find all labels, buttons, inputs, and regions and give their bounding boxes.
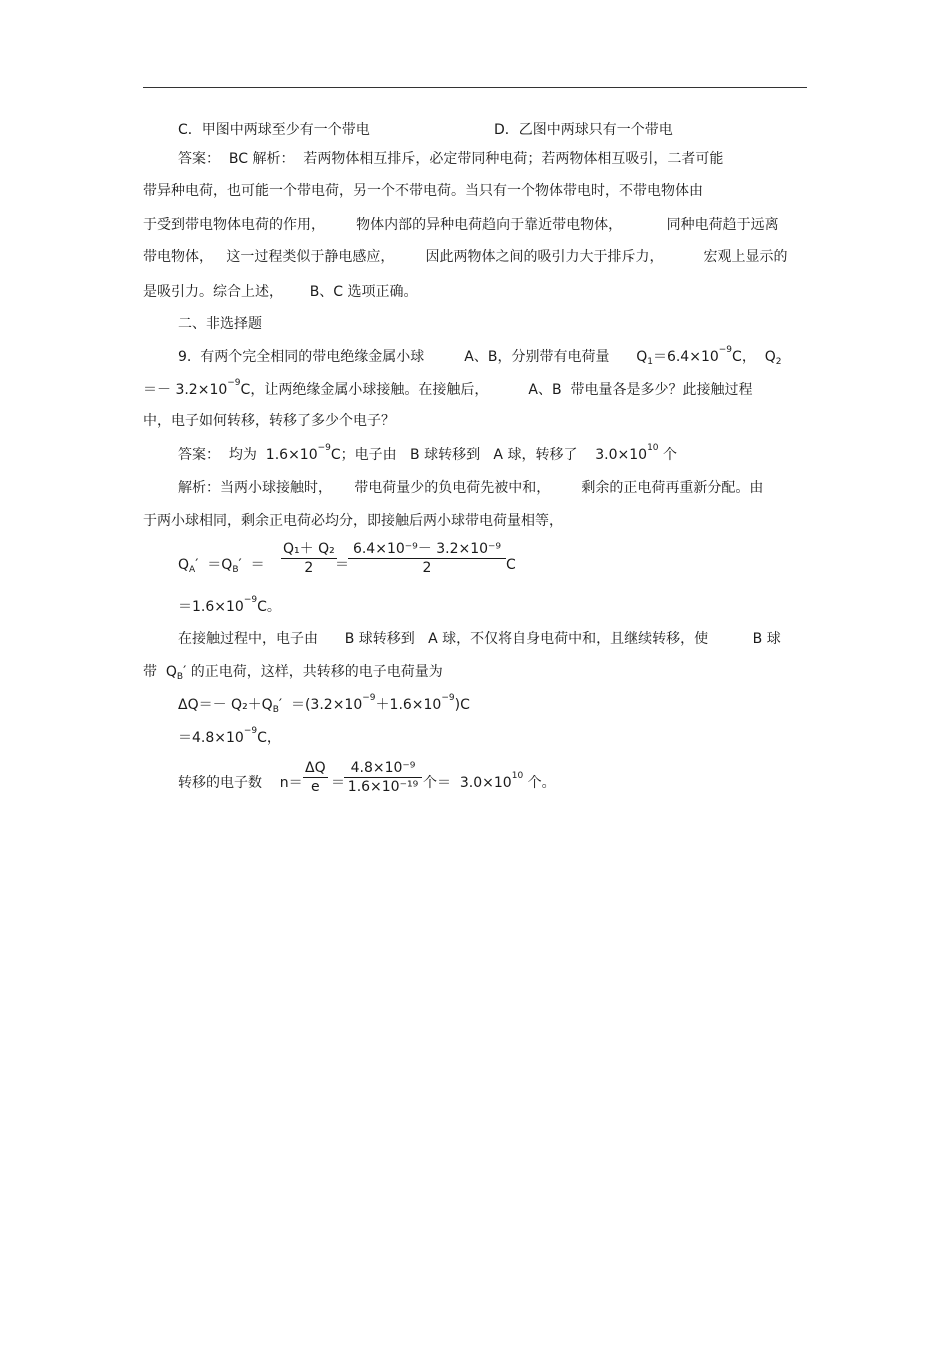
question9-line3: 中，电子如何转移，转移了多少个电子？: [143, 413, 395, 429]
equation5-fraction1: ΔQ e: [305, 760, 326, 795]
option-c: C．甲图中两球至少有一个带电: [178, 122, 370, 138]
equation1-fraction2: 6.4×10⁻⁹－ 3.2×10⁻⁹ 2: [348, 541, 506, 576]
answer8-line1: 答案： BC 解析： 若两物体相互排斥，必定带同种电荷；若两物体相互吸引，二者可能: [178, 151, 724, 167]
paragraph2-line2: 带 $Q_B'$ 的正电荷，这样，共转移的电子电荷量为: [143, 664, 443, 682]
header-rule: [143, 87, 807, 88]
equation5-fraction2: 4.8×10⁻⁹ 1.6×10⁻¹⁹: [344, 760, 422, 795]
explanation-line1: 解析：当两小球接触时， 带电荷量少的负电荷先被中和， 剩余的正电荷再重新分配。由: [178, 480, 764, 496]
answer8-line4: 带电物体， 这一过程类似于静电感应， 因此两物体之间的吸引力大于排斥力， 宏观上显示的: [143, 249, 788, 265]
equation1-lhs: $Q_A' =Q_B'$ ＝: [178, 557, 265, 575]
explanation-line2: 于两小球相同，剩余正电荷必均分，即接触后两小球带电荷量相等，: [143, 513, 563, 529]
equation5-equals: ＝: [331, 775, 345, 791]
answer8-line2: 带异种电荷，也可能一个带电荷，另一个不带电荷。当只有一个物体带电时，不带电物体由: [143, 183, 703, 199]
paragraph2-line1: 在接触过程中，电子由 B 球转移到 A 球，不仅将自身电荷中和，且继续转移，使 B 球: [178, 631, 781, 647]
option-d: D．乙图中两球只有一个带电: [494, 122, 673, 138]
equation2: $=1.6\times 10^{-9}C$。: [178, 595, 281, 615]
equation5-label: 转移的电子数 n＝: [178, 775, 303, 791]
equation3: $\Delta Q=- Q_2+Q_B' =(3.2\times 10^{-9}+1.6\times 10^{-9})C$: [178, 693, 470, 715]
answer8-line3: 于受到带电物体电荷的作用， 物体内部的异种电荷趋向于靠近带电物体， 同种电荷趋于远离: [143, 217, 779, 233]
question9-line2: ＝－ $3.2\times 10^{-9}C$，让两绝缘金属小球接触。在接触后， A、B 带电量各是多少？此接触过程: [143, 378, 753, 398]
equation1-fraction1: Q₁＋ Q₂ 2: [283, 541, 335, 576]
answer9: 答案： 均为 $1.6\times 10^{-9}C$；电子由 B 球转移到 A 球，转移了 $3.0\times 10^{10}$ 个: [178, 443, 677, 463]
equation1-unit: C: [506, 557, 516, 573]
question9-line1: 9. 有两个完全相同的带电绝缘金属小球 A、B，分别带有电荷量 $Q_1=6.4\times 10^{-9}C$， $Q_2$: [178, 345, 782, 367]
equation5-result: 个＝ $3.0\times 10^{10}$ 个。: [423, 771, 556, 791]
equation4: $=4.8\times 10^{-9}C$，: [178, 726, 281, 746]
answer8-line5: 是吸引力。综合上述， B、C 选项正确。: [143, 284, 418, 300]
equation1-equals: ＝: [335, 557, 349, 573]
section-heading: 二、非选择题: [178, 316, 262, 332]
